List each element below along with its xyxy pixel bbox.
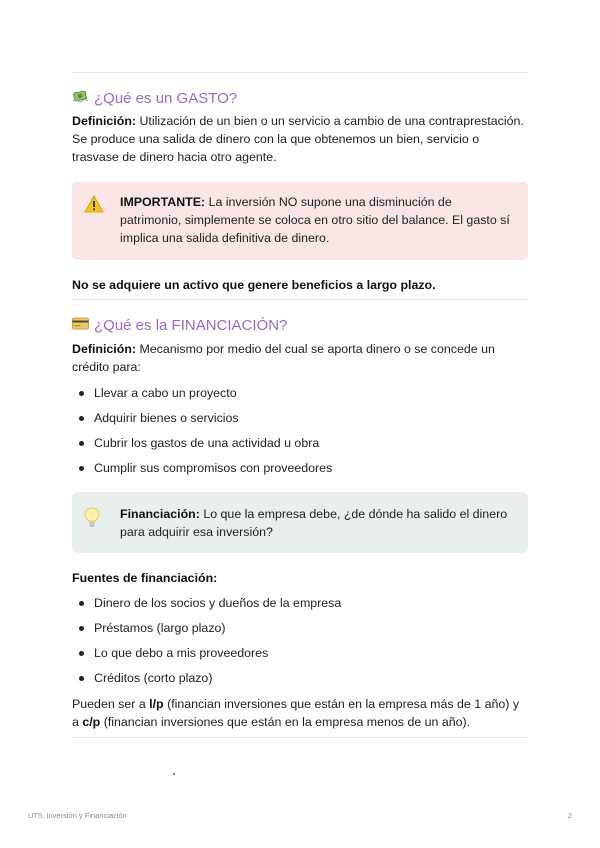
list-item: Cumplir sus compromisos con proveedores [72,459,528,484]
callout-label: IMPORTANTE: [120,195,206,209]
warning-icon [84,193,106,249]
callout-body [116,505,514,542]
divider [72,72,528,73]
list-item: Créditos (corto plazo) [72,669,528,694]
definition-label: Definición: [72,114,137,128]
fuentes-list [72,594,528,694]
fuentes-title: Fuentes de financiación: [72,571,218,585]
section-title-financiacion [72,314,287,336]
term-lp: l/p [149,697,164,711]
divider [72,299,528,300]
callout-text: Lo que la empresa debe, ¿de dónde ha salido el dinero para adquirir esa inversión? [120,507,508,539]
callout-financiacion [72,492,528,553]
lightbulb-icon [84,505,106,542]
divider [72,737,528,738]
financiacion-purpose-list [72,384,528,484]
page-number: 2 [567,811,572,820]
list-item: Llevar a cabo un proyecto [72,384,528,409]
list-item: Lo que debo a mis proveedores [72,644,528,669]
callout-body [116,193,514,249]
closing-text: (financian inversiones que están en la empresa más de 1 año) y a [72,697,520,729]
list-item: Cubrir los gastos de una actividad u obra [72,434,528,459]
money-with-wings-icon [72,89,89,108]
definition-text: Utilización de un bien o un servicio a cambio de una contraprestación. Se produce una salida de dinero con la que obtenemos un bien, servicio o trasvase de dinero hacia otro agente. [72,114,524,164]
definition-gasto [72,112,528,166]
callout-text: La inversión NO supone una disminución de patrimonio, simplemente se coloca en otro sitio del balance. El gasto sí implica una salida definitiva de dinero. [120,195,510,245]
section-title-text: ¿Qué es un GASTO? [94,89,238,107]
fuentes-heading [72,569,528,587]
definition-text: Mecanismo por medio del cual se aporta dinero o se concede un crédito para: [72,342,495,374]
gasto-note-text: No se adquiere un activo que genere beneficios a largo plazo. [72,278,436,292]
financiacion-closing [72,695,528,731]
list-item: Dinero de los socios y dueños de la empresa [72,594,528,619]
callout-important [72,182,528,260]
footer-title: UT5. Inversión y Financiación [28,811,127,820]
list-item: Préstamos (largo plazo) [72,619,528,644]
credit-card-icon [72,317,89,334]
section-title-gasto [72,87,237,109]
gasto-note [72,276,528,294]
closing-text: Pueden ser a [72,697,150,711]
stray-dot [173,773,175,775]
definition-label: Definición: [72,342,137,356]
closing-text: (financian inversiones que están en la empresa menos de un año). [100,715,471,729]
callout-label: Financiación: [120,507,200,521]
list-item: Adquirir bienes o servicios [72,409,528,434]
definition-financiacion [72,340,528,376]
section-title-text: ¿Qué es la FINANCIACIÓN? [94,316,288,334]
term-cp: c/p [82,715,101,729]
